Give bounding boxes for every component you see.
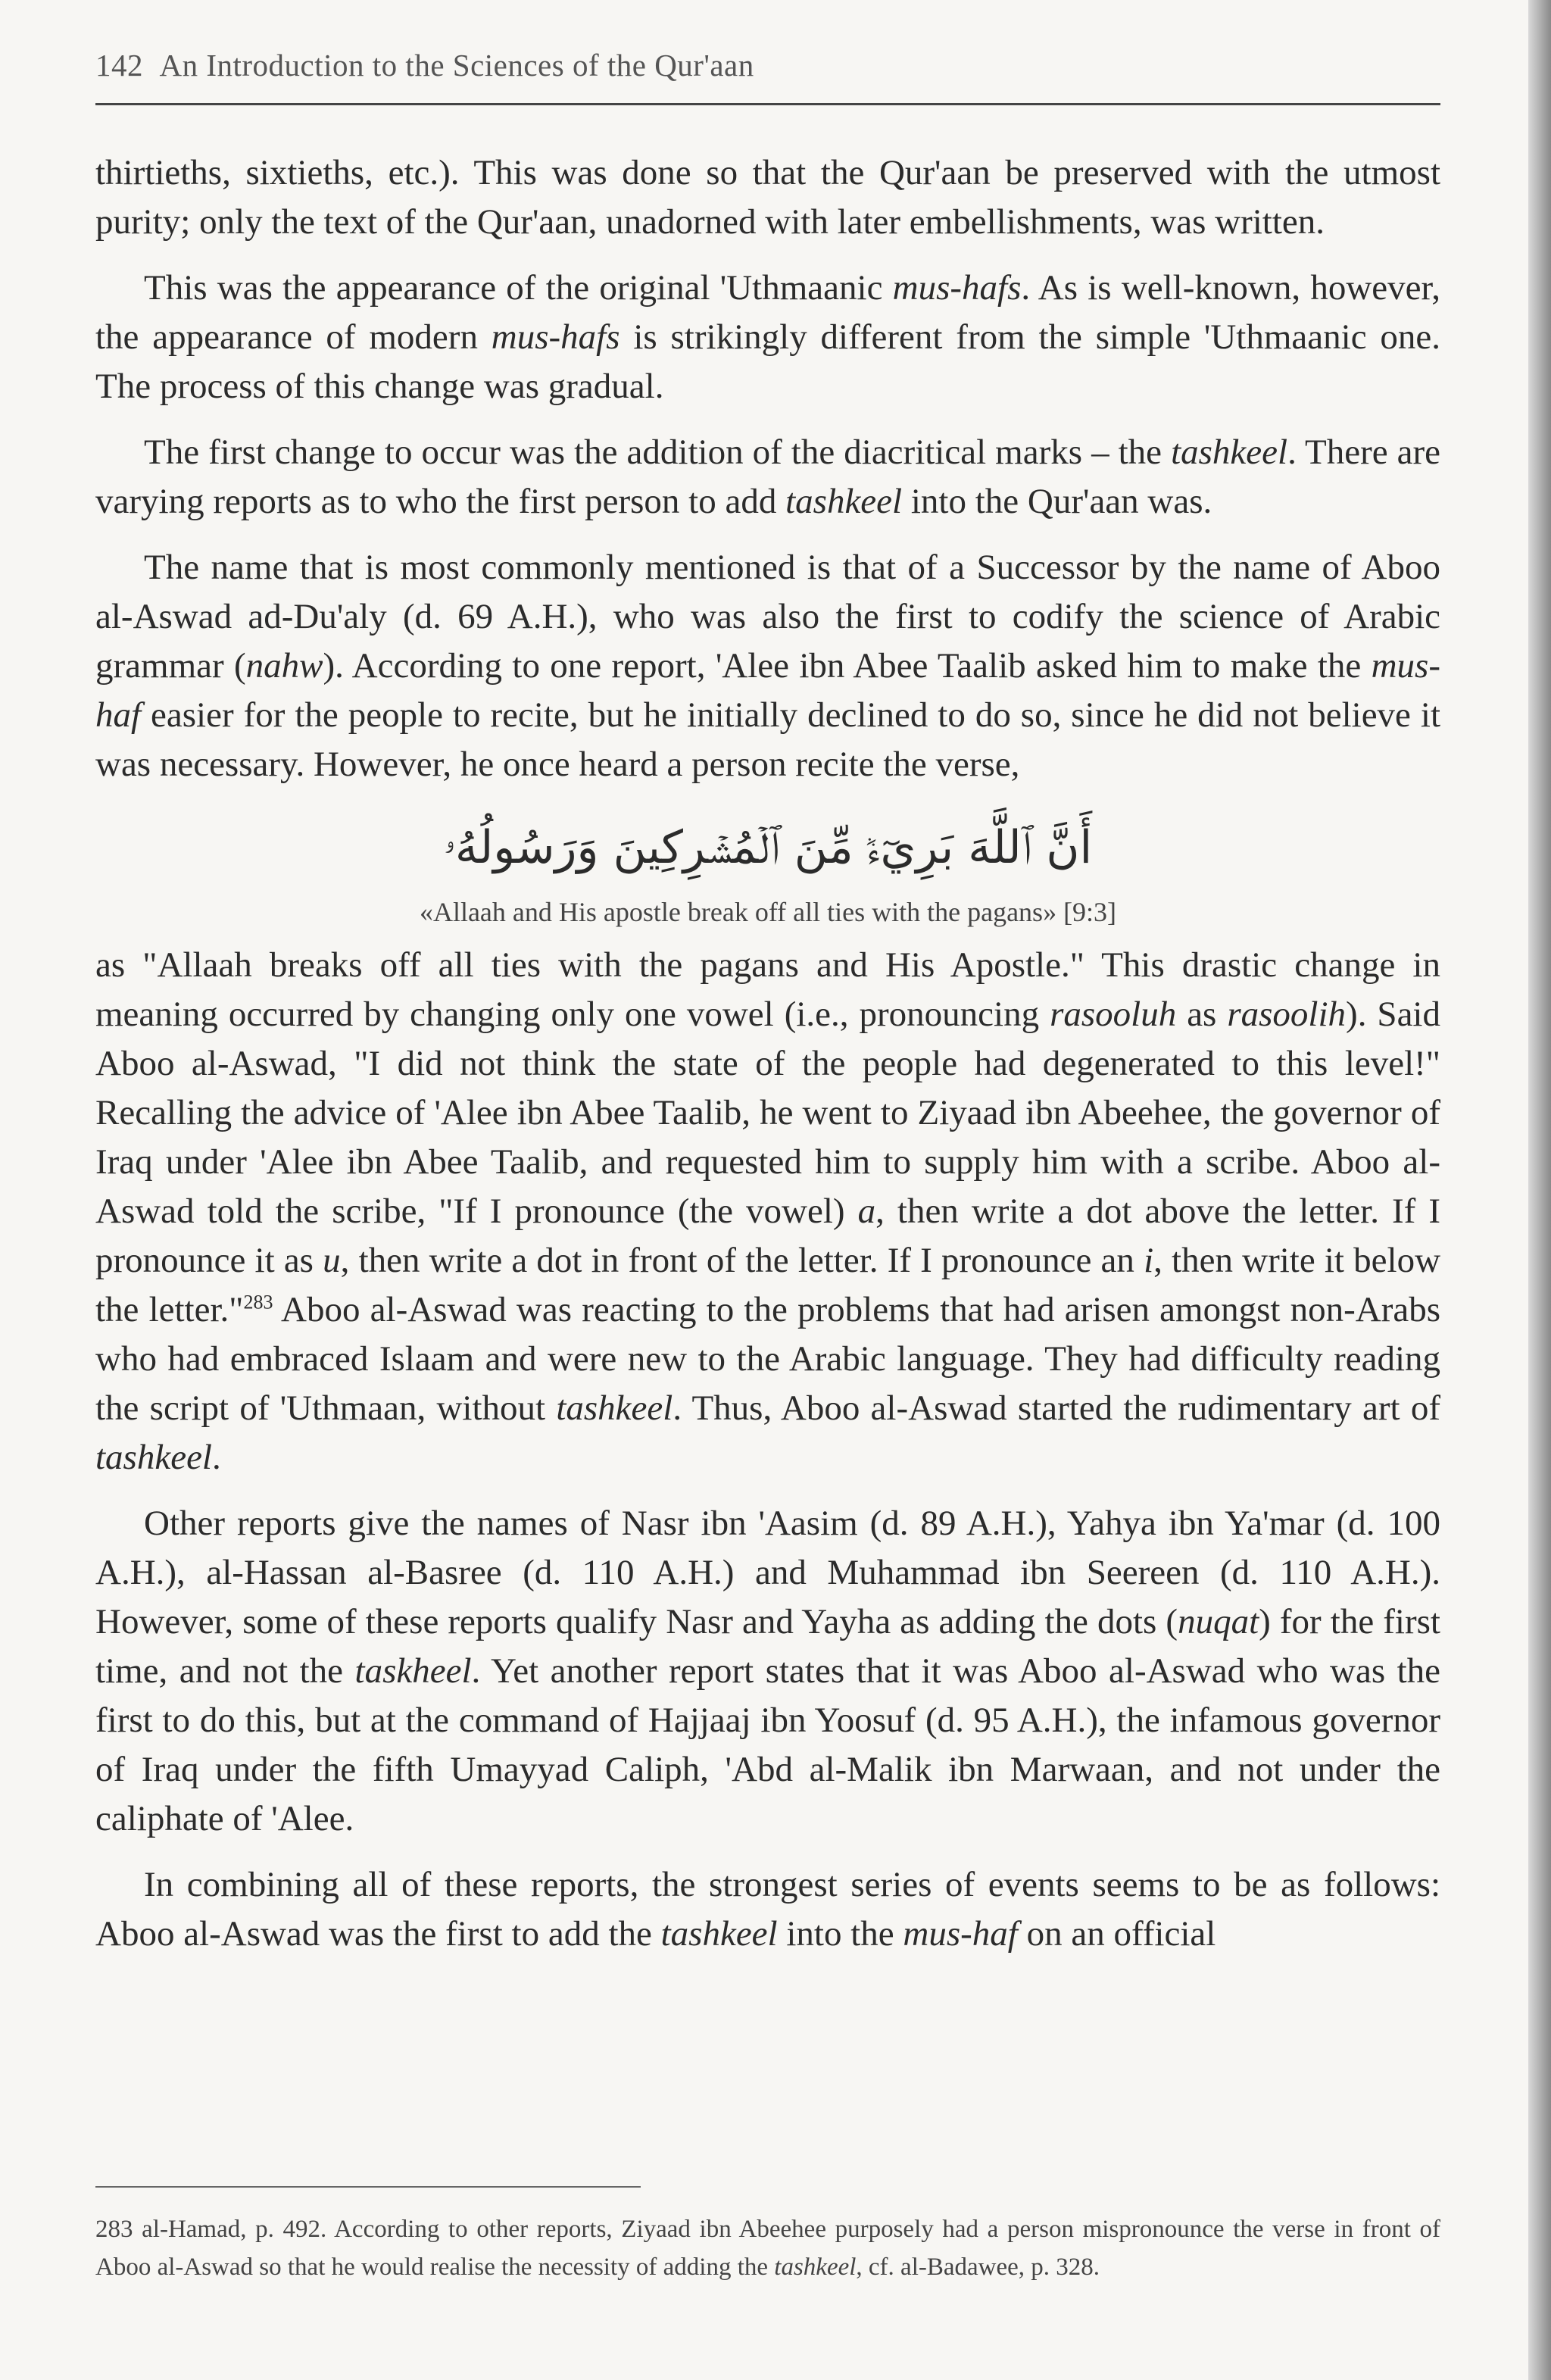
quran-verse-arabic: أَنَّ ٱللَّهَ بَرِيٓءٞ مِّنَ ٱلۡمُشۡرِكِينَ وَرَسُولُهُۥ — [443, 821, 1093, 874]
text-run: The name that is most commonly mentioned is that of a Successor by the name of Aboo al-Aswad ad-Du'aly (d. 69 A.H.), who was also the first to codify the science of Arabic grammar ( — [95, 548, 1440, 686]
text-run: as "Allaah breaks off all ties with the pagans and His Apostle." This drastic change in meaning occurred by changing only one vowel (i.e., pronouncing — [95, 945, 1440, 1034]
italic-term: mus-haf — [903, 1914, 1018, 1954]
body-text — [95, 148, 1440, 1976]
text-run: , then write it below the letter." — [95, 1241, 1441, 1329]
text-run: Other reports give the names of Nasr ibn 'Aasim (d. 89 A.H.), Yahya ibn Ya'mar (d. 100 A.H.), al-Hassan al-Basree (d. 110 A.H.) and Muhammad ibn Seereen (d. 110 A.H.). However, some of these reports qualify Nasr and Yayha as adding the dots ( — [95, 1504, 1440, 1641]
paragraph — [95, 428, 1440, 526]
text-run: . There are varying reports as to who the first person to add — [95, 433, 1441, 521]
verse-translation: «Allaah and His apostle break off all ties with the pagans» [9:3] — [419, 897, 1117, 927]
italic-term: a — [857, 1192, 876, 1231]
text-run: . Yet another report states that it was Aboo al-Aswad who was the first to do this, but at the command of Hajjaaj ibn Yoosuf (d. 95 A.H.), the infamous governor of Iraq under the fifth Umayyad Caliph, 'Abd al-Malik ibn Marwaan, and not under the caliphate of 'Alee. — [95, 1651, 1440, 1838]
italic-term: mus-hafs — [892, 268, 1022, 308]
running-header — [95, 47, 1443, 83]
text-run: , cf. al-Badawee, p. 328. — [856, 2254, 1100, 2281]
footnote-rule — [95, 2186, 641, 2188]
paragraph — [95, 543, 1440, 789]
italic-term: tashkeel — [785, 482, 903, 521]
running-title: An Introduction to the Sciences of the Qur'aan — [159, 48, 754, 83]
text-run: ) for the first time, and not the — [95, 1602, 1440, 1691]
text-run: Aboo al-Aswad was reacting to the problems that had arisen amongst non-Arabs who had embraced Islaam and were new to the Arabic language. They had difficulty reading the script of 'Uthmaan, without — [95, 1290, 1440, 1428]
text-run: ). Said Aboo al-Aswad, "I did not think the state of the people had degenerated to this level!" Recalling the advice of 'Alee ibn Abee Taalib, he went to Ziyaad ibn Abeehee, the governor of Iraq under 'Alee ibn Abee Taalib, and requested him to supply him with a scribe. Aboo al-Aswad told the scribe, "If I pronounce (the vowel) — [95, 995, 1440, 1231]
italic-term: i — [1144, 1241, 1154, 1280]
paragraph — [95, 1860, 1440, 1959]
text-run: on an official — [1017, 1914, 1216, 1954]
footnote-283 — [95, 2210, 1440, 2286]
text-run: thirtieths, sixtieths, etc.). This was done so that the Qur'aan be preserved with the utmost purity; only the text of the Qur'aan, unadorned with later embellishments, was written. — [95, 153, 1440, 242]
text-run: into the — [777, 1914, 903, 1954]
page-number: 142 — [95, 48, 143, 83]
text-run: . As is well-known, however, the appearance of modern — [95, 268, 1440, 357]
italic-term: rasoolih — [1227, 995, 1347, 1034]
text-run: The first change to occur was the addition of the diacritical marks – the — [144, 433, 1172, 472]
paragraph — [95, 941, 1440, 1482]
italic-term: tashkeel — [95, 1438, 212, 1477]
paragraph — [95, 148, 1440, 247]
italic-term: taskheel — [354, 1651, 472, 1691]
text-run: 283 al-Hamad, p. 492. According to other reports, Ziyaad ibn Abeehee purposely had a person mispronounce the verse in front of Aboo al-Aswad so that he would realise the necessity of adding the — [95, 2216, 1440, 2281]
italic-term: tashkeel — [1171, 433, 1288, 472]
text-run: , then write a dot above the letter. If I pronounce it as — [95, 1192, 1440, 1280]
header-rule — [95, 103, 1440, 105]
text-run: easier for the people to recite, but he initially declined to do so, since he did not believe it was necessary. However, he once heard a person recite the verse, — [95, 695, 1440, 784]
italic-term: tashkeel — [774, 2254, 857, 2281]
text-run: is strikingly different from the simple 'Uthmaanic one. The process of this change was gradual. — [95, 317, 1440, 406]
paragraph — [95, 1499, 1440, 1844]
text-run: . Thus, Aboo al-Aswad started the rudimentary art of — [673, 1388, 1440, 1428]
italic-term: mus-haf — [95, 646, 1440, 735]
text-run: ). According to one report, 'Alee ibn Abee Taalib asked him to make the — [323, 646, 1372, 686]
paragraph — [95, 264, 1440, 411]
italic-term: mus-hafs — [491, 317, 620, 357]
text-run: . — [212, 1438, 221, 1477]
page-edge-shadow — [1528, 0, 1551, 2380]
italic-term: u — [323, 1241, 341, 1280]
footnote-ref: 283 — [243, 1291, 273, 1313]
text-run: , then write a dot in front of the letter. If I pronounce an — [340, 1241, 1144, 1280]
italic-term: tashkeel — [556, 1388, 673, 1428]
italic-term: nahw — [245, 646, 323, 686]
text-run: This was the appearance of the original 'Uthmaanic — [144, 268, 893, 308]
italic-term: nuqat — [1178, 1602, 1259, 1641]
text-run: into the Qur'aan was. — [902, 482, 1212, 521]
italic-term: tashkeel — [660, 1914, 778, 1954]
italic-term: rasooluh — [1050, 995, 1177, 1034]
text-run: In combining all of these reports, the strongest series of events seems to be as follows: Aboo al-Aswad was the first to add the — [95, 1865, 1440, 1954]
text-run: as — [1176, 995, 1228, 1034]
